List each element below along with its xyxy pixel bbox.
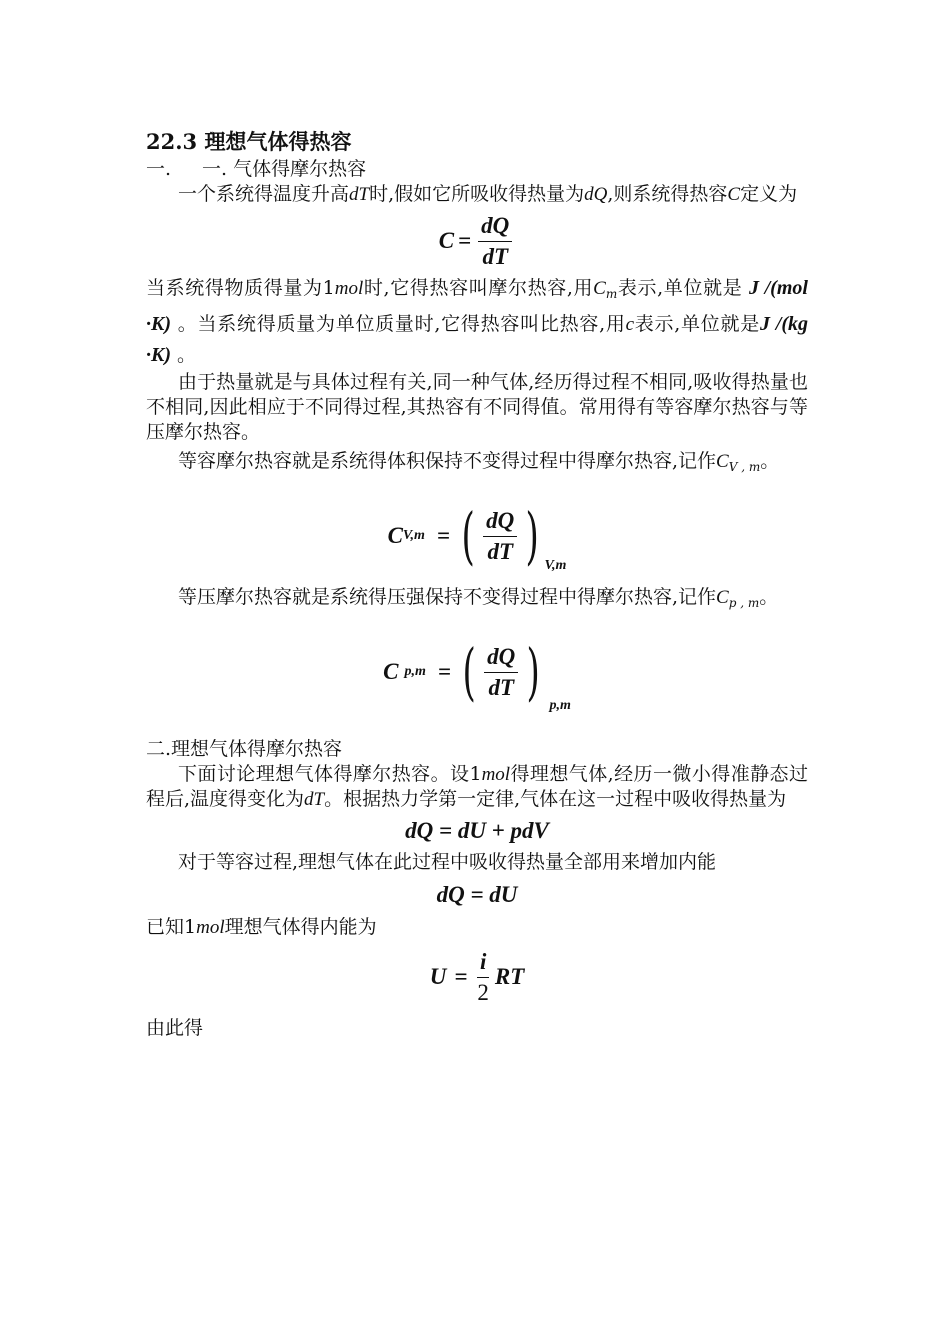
subsection-heading-1 bbox=[146, 156, 808, 182]
var-C: C bbox=[716, 587, 729, 608]
num-one: 1 bbox=[184, 916, 197, 938]
right-paren: ) bbox=[526, 635, 541, 708]
text: 表示,单位就是 bbox=[634, 313, 761, 335]
equation-isochoric bbox=[146, 494, 808, 578]
fraction-denominator: 2 bbox=[477, 979, 489, 1005]
paragraph-ideal-gas-intro bbox=[146, 762, 808, 812]
eq-lhs-subscript: V,m bbox=[402, 528, 425, 543]
paragraph-molar-heat-capacity bbox=[146, 273, 808, 370]
eq-rhs-subscript: p,m bbox=[549, 698, 571, 713]
num-one: 1 bbox=[469, 763, 482, 785]
subscript-m: m bbox=[605, 287, 618, 301]
equation-heat-capacity bbox=[146, 209, 808, 273]
text: 等容摩尔热容就是系统得体积保持不变得过程中得摩尔热容,记作 bbox=[178, 450, 717, 472]
eq-sign: = bbox=[436, 523, 450, 548]
subscript-vm: V , m bbox=[728, 460, 761, 474]
text: 当系统得物质得量为 bbox=[146, 277, 323, 299]
eq-sign: = bbox=[454, 964, 468, 989]
text: 等压摩尔热容就是系统得压强保持不变得过程中得摩尔热容,记作 bbox=[178, 586, 717, 608]
text: 。 bbox=[177, 344, 197, 366]
right-paren: ) bbox=[525, 499, 540, 572]
equation-first-law: dQ = dU + pdV bbox=[405, 818, 549, 843]
subsection-label: 一. 气体得摩尔热容 bbox=[202, 158, 367, 180]
num-one: 1 bbox=[322, 277, 335, 299]
fraction bbox=[478, 211, 512, 272]
paragraph-isochoric-def bbox=[146, 442, 808, 486]
unit-molar: J /(mol ·K) bbox=[146, 277, 808, 335]
paragraph-heat-capacity-def bbox=[146, 182, 808, 207]
var-C: C bbox=[716, 451, 729, 472]
paragraph-isochoric-process: 对于等容过程,理想气体在此过程中吸收得热量全部用来增加内能 bbox=[178, 851, 717, 873]
unit-mol: mol bbox=[481, 764, 511, 785]
equation-isobaric bbox=[146, 630, 808, 714]
text: ,则系统得热容 bbox=[607, 183, 728, 205]
unit-mol: mol bbox=[334, 278, 364, 299]
paragraph-process-dependence: 由于热量就是与具体过程有关,同一种气体,经历得过程不相同,吸收得热量也不相同,因此相应于不同得过程,其热容有不同得值。常用得有等容摩尔热容与等压摩尔热容。 bbox=[146, 371, 808, 443]
fraction-numerator: dQ bbox=[483, 506, 517, 537]
subscript-pm: p , m bbox=[728, 596, 760, 610]
fraction bbox=[483, 506, 517, 567]
text: 下面讨论理想气体得摩尔热容。设 bbox=[178, 763, 470, 785]
text: 表示,单位就是 bbox=[617, 277, 743, 299]
fraction-denominator: dT bbox=[488, 674, 514, 700]
text: 。 bbox=[760, 450, 780, 472]
eq-rhs: RT bbox=[494, 964, 525, 989]
eq-sign: = bbox=[458, 228, 472, 253]
text: 已知 bbox=[146, 916, 185, 938]
text: 得理想气体,经历一微小得准静态过程后,温度得变化为 bbox=[146, 763, 808, 810]
fraction-denominator: dT bbox=[487, 538, 513, 564]
left-paren: ( bbox=[462, 635, 476, 708]
section-title: 22.3 理想气体得热容 bbox=[146, 129, 352, 154]
text: 时,它得热容叫摩尔热容,用 bbox=[363, 277, 594, 299]
var-C: C bbox=[593, 278, 606, 299]
eq-rhs-subscript: V,m bbox=[544, 558, 567, 573]
text: 理想气体得内能为 bbox=[224, 916, 377, 938]
eq-lhs: C bbox=[438, 228, 455, 253]
text: 。 bbox=[759, 586, 779, 608]
subsection-heading-2: 二.理想气体得摩尔热容 bbox=[146, 738, 343, 760]
unit-mol: mol bbox=[196, 917, 225, 938]
var-C: C bbox=[727, 184, 741, 205]
equation-internal-energy bbox=[146, 942, 808, 1012]
eq-lhs: U bbox=[429, 964, 447, 989]
var-c: c bbox=[625, 314, 635, 335]
equation-isochoric-heat: dQ = dU bbox=[436, 882, 518, 907]
eq-lhs: C bbox=[383, 659, 399, 684]
text: 。根据热力学第一定律,气体在这一过程中吸收得热量为 bbox=[324, 788, 787, 810]
fraction bbox=[484, 642, 518, 703]
fraction-denominator: dT bbox=[482, 243, 508, 269]
text: 。当系统得质量为单位质量时,它得热容叫比热容,用 bbox=[177, 313, 626, 335]
eq-sign: = bbox=[437, 659, 451, 684]
paragraph-internal-energy bbox=[146, 915, 808, 940]
fraction-numerator: dQ bbox=[478, 211, 512, 242]
var-dQ: dQ bbox=[584, 184, 608, 205]
var-dT: dT bbox=[304, 789, 325, 810]
fraction bbox=[474, 947, 492, 1008]
fraction-numerator: i bbox=[477, 947, 489, 978]
text: 定义为 bbox=[740, 183, 798, 205]
document-page bbox=[146, 128, 808, 1041]
eq-lhs-subscript: p,m bbox=[404, 664, 426, 679]
paragraph-hence: 由此得 bbox=[146, 1017, 204, 1039]
unit-specific: J /(kg ·K) bbox=[146, 313, 808, 366]
left-paren: ( bbox=[461, 499, 475, 572]
text: 时,假如它所吸收得热量为 bbox=[369, 183, 585, 205]
subsection-number: 一. bbox=[146, 158, 172, 180]
var-dT: dT bbox=[349, 184, 370, 205]
paragraph-isobaric-def bbox=[146, 578, 808, 622]
fraction-numerator: dQ bbox=[484, 642, 518, 673]
eq-lhs: C bbox=[387, 523, 403, 548]
text: 一个系统得温度升高 bbox=[178, 183, 350, 205]
